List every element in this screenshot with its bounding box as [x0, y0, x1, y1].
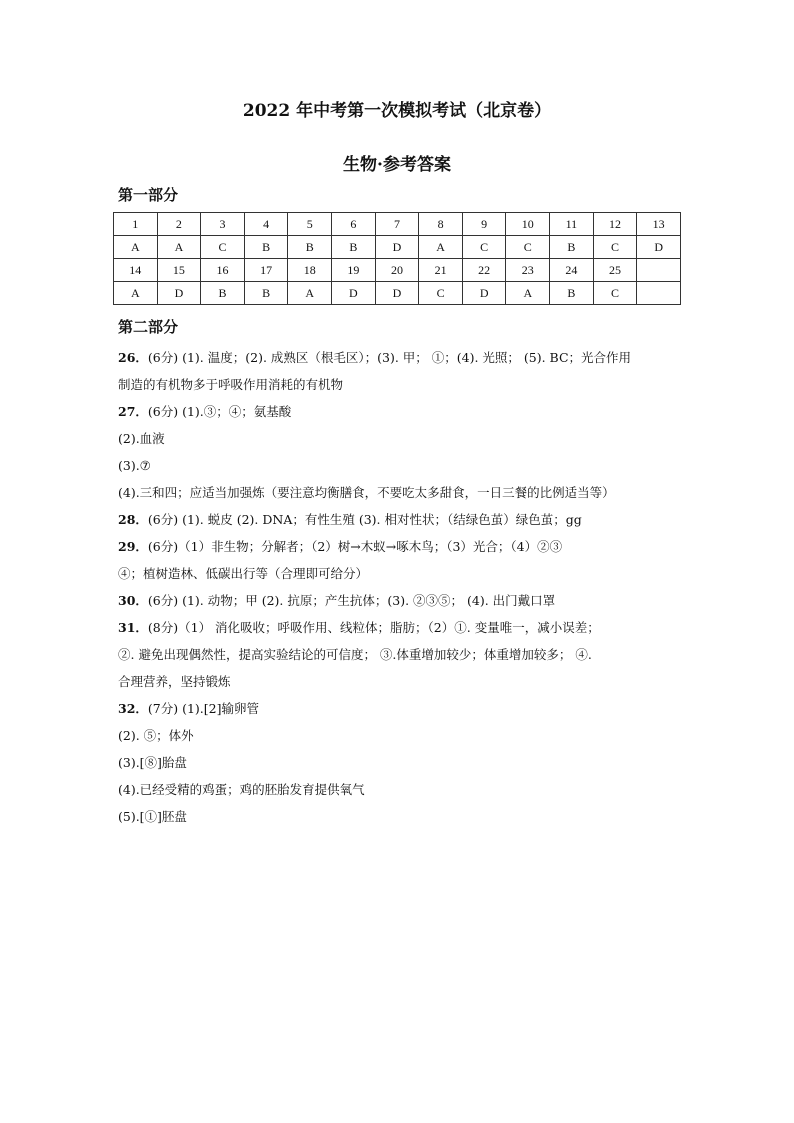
table-row: [114, 259, 681, 282]
table-cell: D: [332, 282, 376, 305]
table-cell: C: [419, 282, 463, 305]
answer-text: (7分) (1).[2]输卵管: [147, 701, 259, 716]
question-number: 32．: [118, 701, 148, 716]
answer-line: [118, 398, 686, 425]
answer-line: [118, 587, 686, 614]
answer-text: (3).⑦: [118, 458, 151, 473]
table-cell: 16: [201, 259, 245, 282]
part2-heading: 第二部分: [118, 318, 179, 336]
table-cell: 15: [157, 259, 201, 282]
answer-line: [118, 425, 686, 452]
table-row: [114, 213, 681, 236]
question-number: 28．: [118, 512, 148, 527]
question-number: 30．: [118, 593, 148, 608]
table-cell: 7: [375, 213, 419, 236]
answer-text: (6分) (1). 蜕皮 (2). DNA；有性生殖 (3). 相对性状；（结绿色茧）绿色茧；gg: [147, 512, 582, 527]
answer-text: (2).血液: [118, 431, 165, 446]
answer-line: [118, 371, 686, 398]
table-cell: B: [550, 236, 594, 259]
table-cell: B: [201, 282, 245, 305]
table-cell: B: [244, 282, 288, 305]
table-cell: B: [244, 236, 288, 259]
table-cell: D: [375, 236, 419, 259]
table-cell: 17: [244, 259, 288, 282]
question-number: 27．: [118, 404, 148, 419]
table-cell: 5: [288, 213, 332, 236]
answer-list: [118, 344, 686, 830]
table-cell: D: [157, 282, 201, 305]
table-cell: 25: [593, 259, 637, 282]
answer-line: [118, 749, 686, 776]
table-cell: [637, 282, 681, 305]
table-cell: 12: [593, 213, 637, 236]
answer-text: (8分)（1） 消化吸收；呼吸作用、线粒体；脂肪；（2）①. 变量唯一，减小误差；: [147, 620, 600, 635]
answer-text: (6分) (1). 温度；(2). 成熟区（根毛区）；(3). 甲； ①；(4). 光照； (5). BC；光合作用: [147, 350, 632, 365]
answer-text: (3).[⑧]胎盘: [118, 755, 187, 770]
question-number: 29．: [118, 539, 148, 554]
table-cell: 11: [550, 213, 594, 236]
table-cell: D: [375, 282, 419, 305]
table-cell: 6: [332, 213, 376, 236]
table-cell: 2: [157, 213, 201, 236]
table-cell: 9: [462, 213, 506, 236]
table-cell: A: [419, 236, 463, 259]
table-cell: 24: [550, 259, 594, 282]
table-cell: A: [114, 236, 158, 259]
answer-line: [118, 506, 686, 533]
answer-line: [118, 344, 686, 371]
answer-text: 合理营养，坚持锻炼: [118, 674, 231, 689]
table-cell: 13: [637, 213, 681, 236]
table-cell: C: [593, 282, 637, 305]
answer-line: [118, 695, 686, 722]
question-number: 26．: [118, 350, 148, 365]
table-cell: A: [506, 282, 550, 305]
answer-text: (6分) (1).③；④；氨基酸: [147, 404, 292, 419]
table-row: [114, 282, 681, 305]
table-cell: A: [157, 236, 201, 259]
table-cell: C: [462, 236, 506, 259]
page-subtitle: 生物·参考答案: [343, 155, 451, 175]
answer-line: [118, 614, 686, 641]
answer-text: (5).[①]胚盘: [118, 809, 187, 824]
table-cell: D: [637, 236, 681, 259]
table-cell: B: [550, 282, 594, 305]
table-cell: 8: [419, 213, 463, 236]
answer-line: [118, 533, 686, 560]
table-cell: B: [332, 236, 376, 259]
table-cell: 20: [375, 259, 419, 282]
table-cell: B: [288, 236, 332, 259]
table-row: [114, 236, 681, 259]
answer-line: [118, 560, 686, 587]
table-cell: D: [462, 282, 506, 305]
answer-line: [118, 803, 686, 830]
answer-text: ④；植树造林、低碳出行等（合理即可给分）: [118, 566, 369, 581]
table-cell: 21: [419, 259, 463, 282]
answer-line: [118, 776, 686, 803]
answer-text: ②. 避免出现偶然性，提高实验结论的可信度； ③.体重增加较少；体重增加较多； ④.: [118, 647, 592, 662]
table-cell: A: [114, 282, 158, 305]
part1-heading: 第一部分: [118, 186, 179, 204]
table-cell: 10: [506, 213, 550, 236]
table-cell: 3: [201, 213, 245, 236]
table-cell: A: [288, 282, 332, 305]
answer-line: [118, 452, 686, 479]
table-cell: 1: [114, 213, 158, 236]
answer-line: [118, 479, 686, 506]
answer-text: (6分) (1). 动物；甲 (2). 抗原；产生抗体；(3). ②③⑤； (4). 出门戴口罩: [147, 593, 556, 608]
table-cell: C: [593, 236, 637, 259]
table-cell: 22: [462, 259, 506, 282]
table-cell: C: [506, 236, 550, 259]
answer-text: 制造的有机物多于呼吸作用消耗的有机物: [118, 377, 344, 392]
answer-text: (6分)（1）非生物；分解者；（2）树→木蚁→啄木鸟；（3）光合；（4）②③: [147, 539, 563, 554]
table-cell: C: [201, 236, 245, 259]
answer-line: [118, 641, 686, 668]
table-cell: 23: [506, 259, 550, 282]
page-title: 2022 年中考第一次模拟考试（北京卷）: [242, 101, 552, 121]
question-number: 31．: [118, 620, 148, 635]
table-cell: 14: [114, 259, 158, 282]
table-cell: 18: [288, 259, 332, 282]
table-cell: 4: [244, 213, 288, 236]
answer-text: (2). ⑤；体外: [118, 728, 194, 743]
answer-text: (4).已经受精的鸡蛋；鸡的胚胎发育提供氧气: [118, 782, 365, 797]
table-cell: 19: [332, 259, 376, 282]
table-cell: [637, 259, 681, 282]
answer-text: (4).三和四；应适当加强炼（要注意均衡膳食，不要吃太多甜食，一日三餐的比例适当等）: [118, 485, 615, 500]
answer-line: [118, 722, 686, 749]
answer-table: [113, 212, 681, 305]
answer-line: [118, 668, 686, 695]
